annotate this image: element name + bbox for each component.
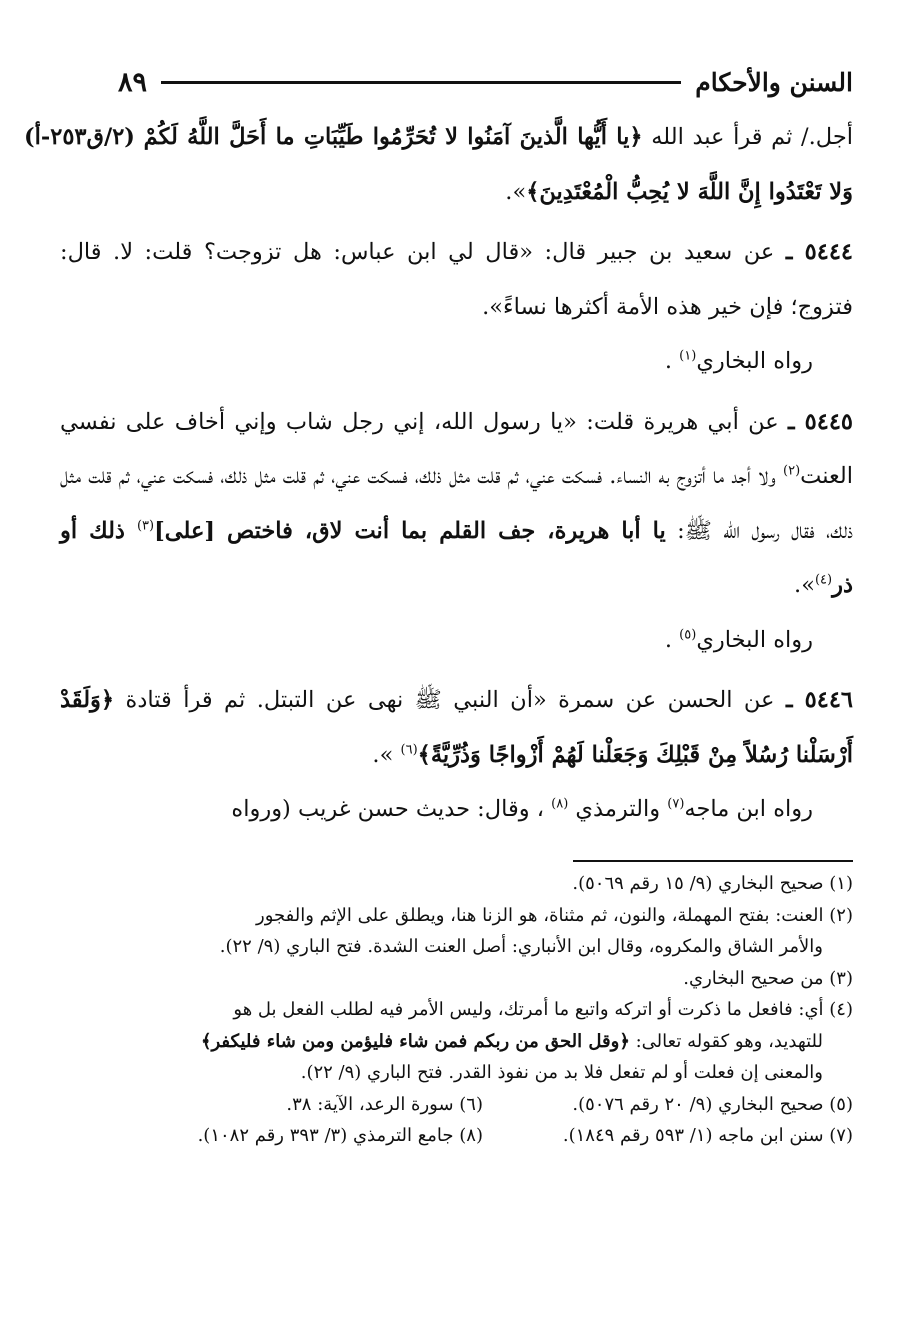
footnote-ref[interactable]: (١) — [679, 348, 697, 364]
footnote-row-7-8 — [60, 1120, 853, 1152]
prophet-saying: يا أبا هريرة، جف القلم بما أنت لاق، فاختص [على] — [154, 517, 666, 544]
footnote-ref[interactable]: (٢) — [783, 463, 801, 479]
hadith-number: ٥٤٤٥ ـ — [788, 408, 853, 435]
quran-verse: ﴿يا أَيُّها الَّذينَ آمَنُوا لا تُحَرِّمُوا طَيِّبَاتِ ما أَحَلَّ اللَّهُ لَكُمْ — [143, 124, 643, 150]
hadith-5446 — [60, 673, 853, 782]
footnote-4-line-3: والمعنى إن فعلت أو لم تفعل فلا بد من نفوذ القدر. فتح الباري (٩/ ٢٢). — [300, 1062, 823, 1083]
footnote-5: (٥) صحيح البخاري (٩/ ٢٠ رقم ٥٠٧٦). — [572, 1093, 853, 1115]
page-header — [118, 62, 853, 102]
hadith-5445 — [60, 395, 853, 613]
hadith-end: ». — [794, 572, 815, 598]
header-rule — [161, 81, 681, 84]
riwaya-text-3: ، وقال: حديث حسن غريب (ورواه — [231, 796, 552, 822]
riwaya-5445 — [60, 613, 853, 668]
footnote-row-5-6 — [60, 1089, 853, 1121]
hadith-number: ٥٤٤٤ ـ — [785, 239, 853, 265]
hadith-5444 — [60, 225, 853, 334]
footnote-3: (٣) من صحيح البخاري. — [683, 967, 853, 989]
quran-verse-cont: وَلا تَعْتَدُوا إِنَّ اللَّهَ لا يُحِبُّ الْمُعْتَدِينَ﴾ — [526, 178, 853, 205]
footnotes — [60, 868, 853, 1152]
riwaya-5446 — [60, 782, 853, 837]
footnote-ref[interactable]: (٣) — [136, 518, 155, 533]
paragraph-intro — [24, 110, 853, 219]
footnote-6: (٦) سورة الرعد، الآية: ٣٨. — [286, 1093, 483, 1115]
hadith-text: عن أبي هريرة قلت: «يا رسول الله، إني رجل شاب وإني أخاف على نفسي العنت — [60, 408, 853, 489]
manuscript-ref: (٢/ق٢٥٣-أ) — [24, 124, 135, 150]
running-title: السنن والأحكام — [695, 67, 853, 97]
hadith-text: عن الحسن عن سمرة «أن النبي ﷺ نهى عن التبتل. ثم قرأ قتادة — [114, 687, 775, 713]
hadith-number: ٥٤٤٦ ـ — [785, 687, 853, 713]
footnote-8: (٨) جامع الترمذي (٣/ ٣٩٣ رقم ١٠٨٢). — [197, 1125, 483, 1146]
riwaya-end: . — [664, 348, 680, 374]
riwaya-text: رواه البخاري — [696, 626, 813, 653]
footnote-1: (١) صحيح البخاري (٩/ ١٥ رقم ٥٠٦٩). — [572, 873, 853, 894]
footnote-7: (٧) سنن ابن ماجه (١/ ٥٩٣ رقم ١٨٤٩). — [562, 1125, 853, 1146]
footnote-2-line-1: (٢) العنت: بفتح المهملة، والنون، ثم مثناة، هو الزنا هنا، ويطلق على الإثم والفجور — [256, 904, 853, 926]
footnote-2 — [60, 900, 853, 963]
footnote-4-verse: ﴿وقل الحق من ربكم فمن شاء فليؤمن ومن شاء فليكفر﴾ — [200, 1030, 630, 1052]
intro-text: أجل./ ثم قرأ عبد الله — [651, 124, 853, 150]
footnote-ref[interactable]: (٤) — [814, 572, 833, 588]
footnote-4-line-2 — [60, 1026, 853, 1058]
hadith-end: ». — [372, 741, 401, 768]
prophet-saying-2: ذلك أو ذر — [60, 517, 853, 598]
footnote-ref[interactable]: (٧) — [667, 796, 685, 812]
footnote-4 — [60, 994, 853, 1089]
main-text — [24, 110, 854, 837]
footnote-ref[interactable]: (٦) — [400, 742, 418, 757]
hadith-text-2: ولا أجد ما أتزوج به النساء. فسكت عني، ثم قلت مثل ذلك، فسكت عني، ثم قلت مثل ذلك، فسكت عني، ثم قلت مثل ذلك، فقال رسول الله ﷺ: — [60, 463, 854, 544]
footnote-divider — [573, 860, 853, 862]
footnote-ref[interactable]: (٨) — [551, 796, 569, 812]
riwaya-5444 — [60, 334, 853, 389]
riwaya-text: رواه ابن ماجه — [684, 796, 813, 822]
hadith-text: عن سعيد بن جبير قال: «قال لي ابن عباس: هل تزوجت؟ قلت: لا. قال: فتزوج؛ فإن خير هذه الأمة أكثرها نساءً». — [60, 239, 853, 320]
footnote-4-line-1: (٤) أي: فافعل ما ذكرت أو اتركه واتبع ما أمرتك، وليس الأمر فيه لطلب الفعل بل هو — [233, 999, 853, 1020]
quran-verse: ﴿وَلَقَدْ أَرْسَلْنا رُسُلاً مِنْ قَبْلِكَ وَجَعَلْنا لَهُمْ أَزْواجًا وَذُرِّيَّةً﴾ — [60, 687, 853, 768]
riwaya-text: رواه البخاري — [696, 348, 813, 374]
page-number: ٨٩ — [118, 66, 148, 98]
footnote-ref[interactable]: (٥) — [679, 627, 697, 642]
footnote-2-line-2: والأمر الشاق والمكروه، وقال ابن الأنباري: أصل العنت الشدة. فتح الباري (٩/ ٢٢). — [219, 936, 823, 957]
riwaya-end: . — [664, 626, 680, 653]
footnote-4-text: للتهديد، وهو كقوله تعالى: — [629, 1030, 823, 1052]
intro-end: ». — [505, 178, 527, 205]
riwaya-text-2: والترمذي — [568, 796, 668, 822]
